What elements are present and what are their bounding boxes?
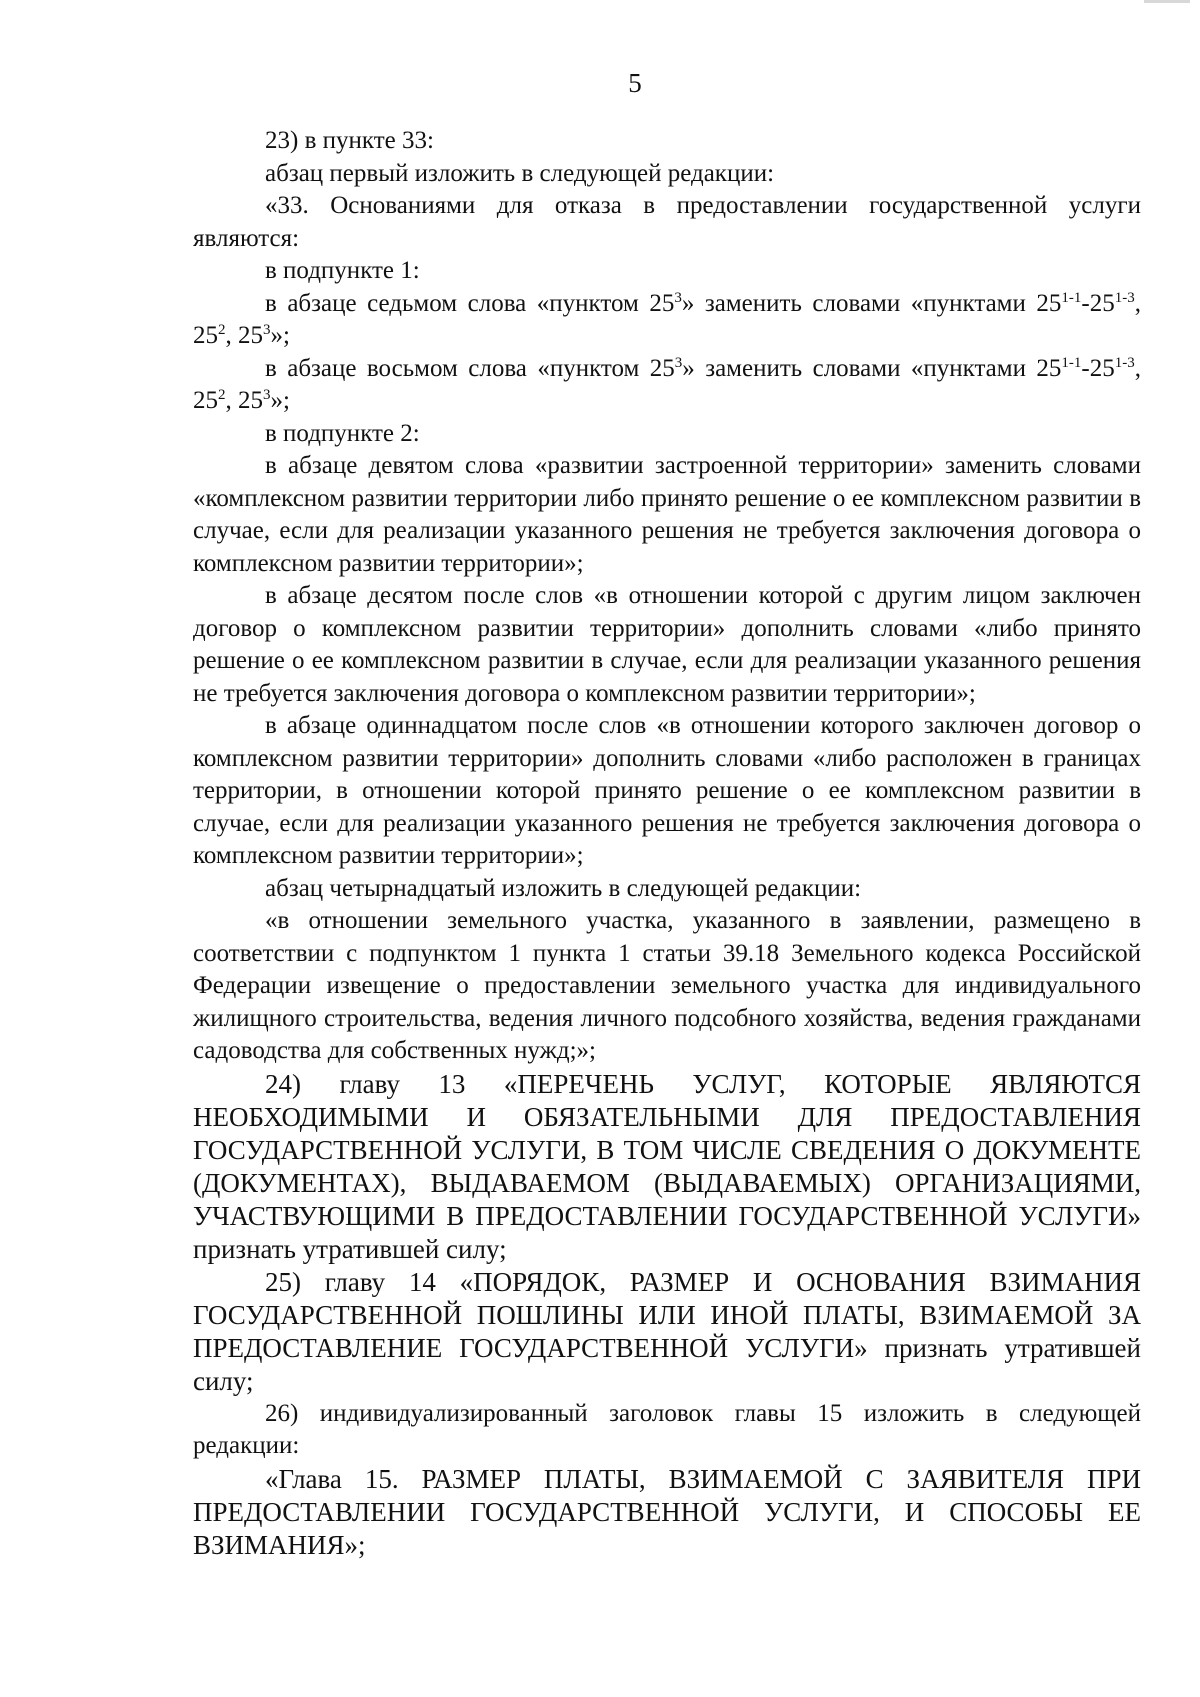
paragraph-subitem-1: в подпункте 1: [265,257,420,284]
page-number: 5 [628,68,642,98]
superscript-index: 1-1 [1061,354,1082,371]
paragraph-abzac-vosmoi: в абзаце восьмом слова «пунктом $25^3$» заменить словами «пунктами 25$^{1-1}$-25$^{1-3}$, $25^2$, $25^3$»; [193,354,1141,414]
paragraph-item-26: 26) индивидуализированный заголовок главы 15 изложить в следующей редакции: [193,1399,1141,1459]
superscript-index: 1-1 [1061,289,1082,306]
superscript-index: 1-3 [1114,354,1135,371]
paragraph-subitem-2: в подпункте 2: [265,419,420,447]
superscript-index: 3 [263,322,271,338]
paragraph-abzac-sedmoi: в абзаце седьмом слова «пунктом $25^3$» заменить словами «пунктами 25$^{1-1}$-25$^{1-3}$, $25^2$, $25^3$»; [193,289,1141,349]
paragraph-abzac-desyatyi: в абзаце десятом после слов «в отношении которой с другим лицом заключен договор о комплексном развитии территории» дополнить словами «либо принято решение о ее комплексном развитии в случае, если для реализации указанного решения не требуется заключения договора о комплексном развитии территории»; [193,582,1141,707]
superscript-index: 3 [263,387,271,403]
paragraph-item-24: 24) главу 13 «ПЕРЕЧЕНЬ УСЛУГ, КОТОРЫЕ ЯВЛЯЮТСЯ НЕОБХОДИМЫМИ И ОБЯЗАТЕЛЬНЫМИ ДЛЯ ПРЕДОСТАВЛЕНИЯ ГОСУДАРСТВЕННОЙ УСЛУГИ, В ТОМ ЧИСЛЕ СВЕДЕНИЯ О ДОКУМЕНТЕ (ДОКУМЕНТАХ), ВЫДАВАЕМОМ (ВЫДАВАЕМЫХ) ОРГАНИЗАЦИЯМИ, УЧАСТВУЮЩИМИ В ПРЕДОСТАВЛЕНИИ ГОСУДАРСТВЕННОЙ УСЛУГИ» признать утратившей силу; [193,1068,1141,1264]
paragraph-abzac-devyatyi: в абзаце девятом слова «развитии застроенной территории» заменить словами «комплексном развитии территории либо принято решение о ее комплексном развитии в случае, если для реализации указанного решения не требуется заключения договора о комплексном развитии территории»; [193,452,1141,577]
paragraph-item-25: 25) главу 14 «ПОРЯДОК, РАЗМЕР И ОСНОВАНИЯ ВЗИМАНИЯ ГОСУДАРСТВЕННОЙ ПОШЛИНЫ ИЛИ ИНОЙ ПЛАТЫ, ВЗИМАЕМОЙ ЗА ПРЕДОСТАВЛЕНИЕ ГОСУДАРСТВЕННОЙ УСЛУГИ» признать утратившей силу; [193,1266,1141,1396]
paragraph-quote-glava-15: «Глава 15. РАЗМЕР ПЛАТЫ, ВЗИМАЕМОЙ С ЗАЯВИТЕЛЯ ПРИ ПРЕДОСТАВЛЕНИИ ГОСУДАРСТВЕННОЙ УСЛУГИ, И СПОСОБЫ ЕЕ ВЗИМАНИЯ»; [193,1463,1141,1560]
superscript-index: 1-3 [1114,289,1135,306]
paragraph-abzac-odinnadcatyi: в абзаце одиннадцатом после слов «в отношении которого заключен договор о комплексном развитии территории» дополнить словами «либо расположен в границах территории, в отношении которой принято решение о ее комплексном развитии в случае, если для реализации указанного решения не требуется заключения договора о комплексном развитии территории»; [193,712,1141,869]
paragraph-abzac-chetyrnadcatyi: абзац четырнадцатый изложить в следующей редакции: [265,874,862,902]
scan-edge-mark [1144,0,1190,3]
superscript-index: 2 [218,387,226,403]
paragraph-item-23: 23) в пункте 33: [265,127,434,154]
superscript-index: 3 [674,289,682,306]
paragraph-quote-33: «33. Основаниями для отказа в предоставлении государственной услуги являются: [193,192,1141,252]
paragraph-abzac-pervyi: абзац первый изложить в следующей редакции: [265,159,775,187]
superscript-index: 2 [218,322,226,338]
paragraph-quote-zemelnyi-uchastok: «в отношении земельного участка, указанного в заявлении, размещено в соответствии с подпунктом 1 пункта 1 статьи 39.18 Земельного кодекса Российской Федерации извещение о предоставлении земельного участка для индивидуального жилищного строительства, ведения личного подсобного хозяйства, ведения гражданами садоводства для собственных нужд;»; [193,907,1141,1064]
superscript-index: 3 [674,354,683,371]
document-body [193,125,1141,1562]
